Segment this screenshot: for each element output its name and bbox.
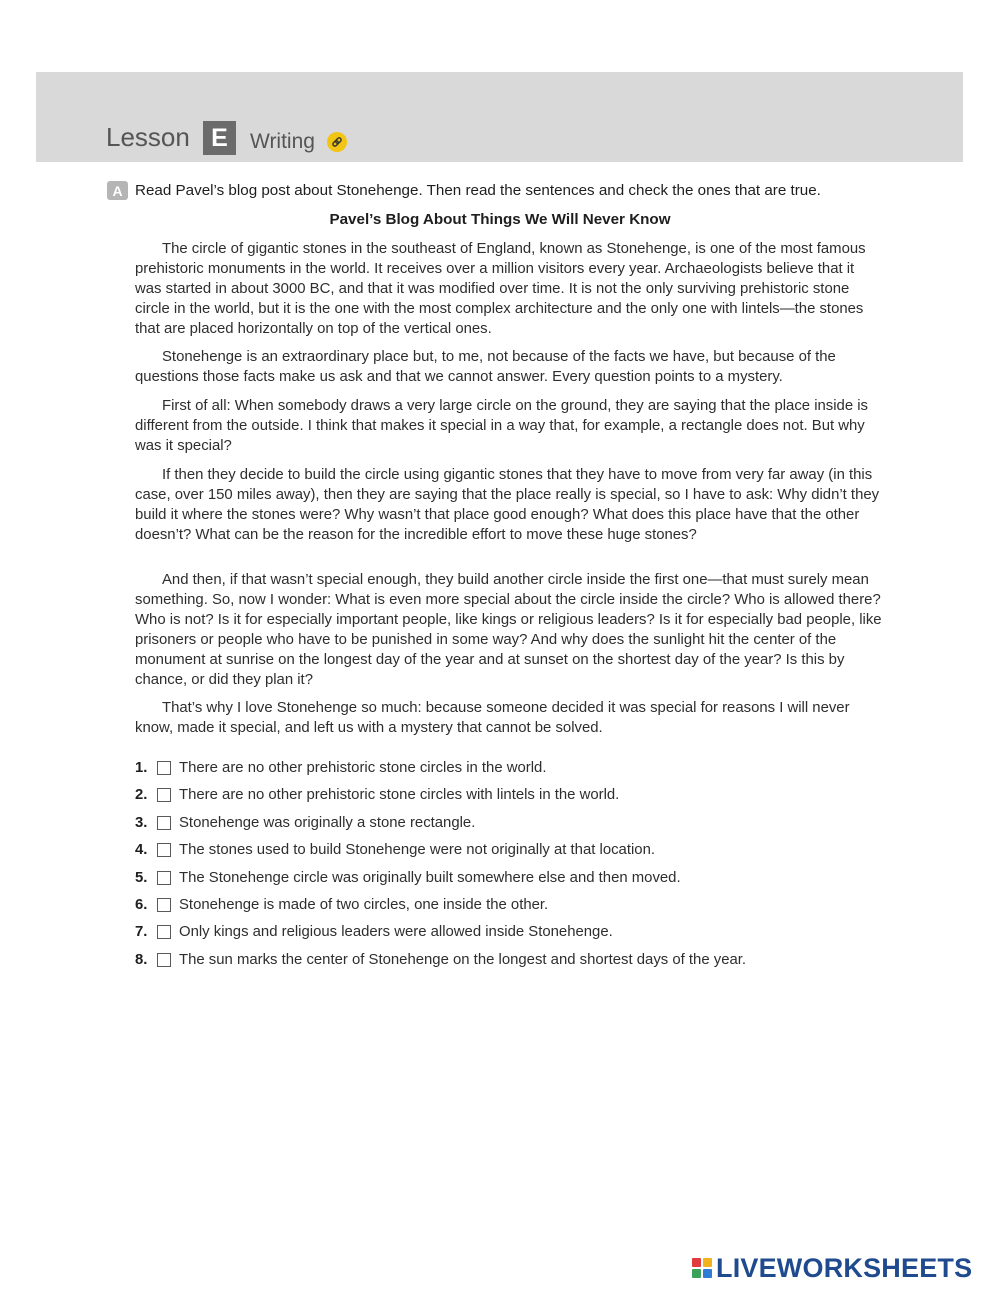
blog-paragraph-4: If then they decide to build the circle using gigantic stones that they have to move from very far away (in this case, over 150 miles away), then they are saying that the place really is special, so I have to ask: Why didn’t they build it where the stones were? Why wasn’t that place good enough? What does this place have that the other doesn’t? What can be the reason for the incredible effort to move these huge stones? [135,467,880,543]
item-checkbox[interactable] [157,816,171,830]
blog-paragraph-2: Stonehenge is an extraordinary place but, to me, not because of the facts we have, but because of the questions those facts make us ask and that we cannot answer. Every question points to a mystery. [135,349,836,385]
chain-link-glyph [331,136,343,148]
item-text: Stonehenge was originally a stone rectangle. [179,814,476,831]
item-number: 6. [135,897,148,913]
blog-paragraph-5: And then, if that wasn’t special enough, they build another circle inside the first one—that must surely mean something. So, now I wonder: What is even more special about the circle inside the circle? Who is allowed there? Who is not? Is it for especially important people, like kings or religious leaders? Is it for especially bad people, like prisoners or people who have to be punished in some way? And why does the sunlight hit the center of the monument at sunrise on the longest day of the year and at sunset on the shortest day of the year? Is this by chance, or did they plan it? [135,572,882,688]
logo-block [692,1269,701,1278]
section-title: Writing [250,130,315,153]
statement-item [135,758,546,778]
item-checkbox[interactable] [157,843,171,857]
lesson-letter-badge: E [203,121,236,155]
item-number: 5. [135,869,148,886]
logo-block [703,1269,712,1278]
statement-item [135,785,619,805]
blog-paragraph-6: That’s why I love Stonehenge so much: because someone decided it was special for reasons I will never know, made it special, and left us with a mystery that cannot be solved. [135,700,850,736]
logo-block [692,1258,701,1267]
item-checkbox[interactable] [157,761,171,775]
item-text: The stones used to build Stonehenge were not originally at that location. [179,842,655,859]
item-checkbox[interactable] [157,953,171,967]
item-text: Stonehenge is made of two circles, one inside the other. [179,897,549,913]
item-number: 8. [135,951,148,968]
item-text: The sun marks the center of Stonehenge on the longest and shortest days of the year. [179,951,747,968]
item-checkbox[interactable] [157,898,171,912]
item-number: 1. [135,760,148,776]
logo-blocks-icon [692,1258,712,1278]
item-checkbox[interactable] [157,788,171,802]
item-text: The Stonehenge circle was originally built somewhere else and then moved. [179,869,681,886]
statement-item [135,895,548,915]
logo-block [703,1258,712,1267]
statement-item [135,840,655,860]
item-checkbox[interactable] [157,871,171,885]
lesson-label: Lesson [106,122,190,152]
logo-text: LIVEWORKSHEETS [716,1252,973,1283]
item-number: 2. [135,787,148,804]
exercise-instruction: Read Pavel’s blog post about Stonehenge. Then read the sentences and check the ones that are true. [135,182,821,199]
item-number: 7. [135,924,148,941]
link-icon[interactable] [327,132,347,152]
item-number: 3. [135,814,148,831]
item-text: There are no other prehistoric stone circles with lintels in the world. [179,787,620,804]
statement-item [135,950,746,970]
item-checkbox[interactable] [157,925,171,939]
statement-item [135,868,681,888]
liveworksheets-logo[interactable] [692,1253,972,1283]
exercise-badge: A [107,181,128,200]
item-text: There are no other prehistoric stone circles in the world. [179,760,547,776]
blog-title: Pavel’s Blog About Things We Will Never Know [329,211,671,228]
blog-paragraph-1: The circle of gigantic stones in the southeast of England, known as Stonehenge, is one of the most famous prehistoric monuments in the world. It receives over a million visitors every year. Archaeologists believe that it was started in about 3000 BC, and that it was modified over time. It is not the only surviving prehistoric stone circle in the world, but it is the one with the most complex architecture and the only one with lintels—the stones that are placed horizontally on top of the vertical ones. [135,241,866,337]
statement-item [135,813,475,833]
item-number: 4. [135,842,148,859]
statement-item [135,922,613,942]
blog-paragraph-3: First of all: When somebody draws a very large circle on the ground, they are saying that the place inside is different from the outside. I think that makes it special in a way that, for example, a rectangle does not. But why was it special? [135,398,869,454]
item-text: Only kings and religious leaders were allowed inside Stonehenge. [179,924,613,941]
